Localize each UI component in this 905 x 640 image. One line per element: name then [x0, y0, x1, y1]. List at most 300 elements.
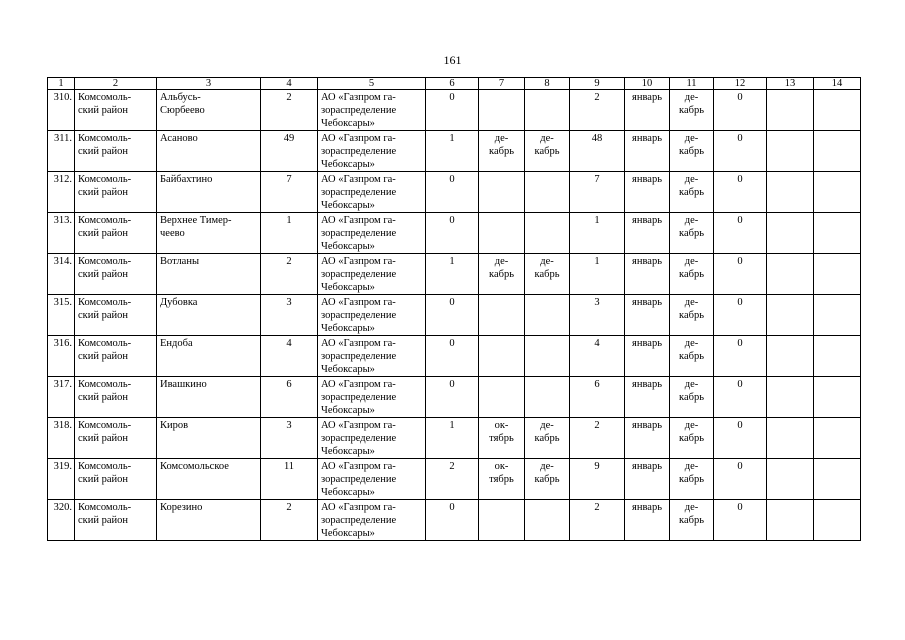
row-number: 317.	[53, 379, 72, 390]
settlement-cell	[157, 213, 261, 254]
table-row	[48, 459, 861, 500]
col6-value: 0	[449, 92, 455, 103]
organization-line: зораспределение	[321, 228, 397, 239]
col7-cell	[479, 295, 525, 336]
table-row	[48, 90, 861, 131]
settlement-cell	[157, 90, 261, 131]
organization-line: зораспределение	[321, 392, 397, 403]
district-cell	[75, 418, 157, 459]
col13-cell	[767, 377, 814, 418]
col11-line: кабрь	[679, 269, 704, 280]
row-number-cell	[48, 418, 75, 459]
col7-cell	[479, 459, 525, 500]
col12-cell	[714, 172, 767, 213]
col8-cell	[525, 500, 570, 541]
organization-cell	[318, 336, 426, 377]
col9-value: 4	[594, 338, 600, 349]
settlement-line: Корезино	[160, 502, 203, 513]
column-header: 13	[767, 78, 814, 90]
district-cell	[75, 90, 157, 131]
col12-cell	[714, 295, 767, 336]
col10-cell	[625, 295, 670, 336]
district-cell	[75, 172, 157, 213]
col9-value: 6	[594, 379, 600, 390]
district-cell	[75, 295, 157, 336]
col10-value: январь	[632, 133, 662, 144]
col11-cell	[670, 459, 714, 500]
count-cell	[261, 131, 318, 172]
column-header: 6	[426, 78, 479, 90]
organization-line: Чебоксары»	[321, 405, 375, 416]
col12-cell	[714, 377, 767, 418]
settlement-line: Верхнее Тимер-	[160, 215, 232, 226]
row-number-cell	[48, 500, 75, 541]
col9-value: 7	[594, 174, 600, 185]
settlement-line: Асаново	[160, 133, 198, 144]
count-cell	[261, 418, 318, 459]
col11-cell	[670, 172, 714, 213]
district-line: Комсомоль-	[78, 379, 132, 390]
count-value: 2	[286, 502, 292, 513]
col13-cell	[767, 90, 814, 131]
col6-value: 0	[449, 297, 455, 308]
district-cell	[75, 131, 157, 172]
col10-value: январь	[632, 256, 662, 267]
settlement-cell	[157, 418, 261, 459]
col6-value: 0	[449, 215, 455, 226]
col14-cell	[814, 295, 861, 336]
data-table	[47, 77, 861, 541]
col6-value: 0	[449, 502, 455, 513]
organization-cell	[318, 172, 426, 213]
organization-line: АО «Газпром га-	[321, 338, 396, 349]
col12-value: 0	[737, 461, 743, 472]
col11-line: де-	[684, 338, 699, 349]
col9-cell	[570, 459, 625, 500]
settlement-cell	[157, 295, 261, 336]
column-header: 10	[625, 78, 670, 90]
col13-cell	[767, 172, 814, 213]
col8-line: кабрь	[534, 433, 560, 444]
col10-value: январь	[632, 338, 662, 349]
col11-line: де-	[684, 502, 699, 513]
count-value: 49	[283, 133, 295, 144]
col7-line: ок-	[494, 461, 509, 472]
col12-value: 0	[737, 133, 743, 144]
organization-line: зораспределение	[321, 187, 397, 198]
col11-cell	[670, 418, 714, 459]
row-number-cell	[48, 90, 75, 131]
col6-value: 0	[449, 338, 455, 349]
district-cell	[75, 377, 157, 418]
col9-value: 9	[594, 461, 600, 472]
organization-line: зораспределение	[321, 351, 397, 362]
row-number-cell	[48, 459, 75, 500]
col10-cell	[625, 336, 670, 377]
organization-cell	[318, 131, 426, 172]
col11-line: де-	[684, 174, 699, 185]
organization-cell	[318, 90, 426, 131]
col12-value: 0	[737, 297, 743, 308]
settlement-cell	[157, 500, 261, 541]
settlement-cell	[157, 336, 261, 377]
col6-value: 1	[449, 420, 455, 431]
col8-cell	[525, 418, 570, 459]
district-line: ский район	[78, 228, 129, 239]
col14-cell	[814, 459, 861, 500]
organization-line: АО «Газпром га-	[321, 297, 396, 308]
col14-cell	[814, 254, 861, 295]
district-line: ский район	[78, 187, 129, 198]
column-header: 9	[570, 78, 625, 90]
col9-cell	[570, 90, 625, 131]
col6-cell	[426, 254, 479, 295]
table-row	[48, 172, 861, 213]
col12-cell	[714, 254, 767, 295]
column-header: 2	[75, 78, 157, 90]
col11-line: де-	[684, 379, 699, 390]
district-line: Комсомоль-	[78, 174, 132, 185]
col7-line: тябрь	[489, 474, 514, 485]
col6-cell	[426, 500, 479, 541]
col13-cell	[767, 459, 814, 500]
count-cell	[261, 213, 318, 254]
district-line: Комсомоль-	[78, 420, 132, 431]
col11-line: де-	[684, 215, 699, 226]
col12-cell	[714, 131, 767, 172]
organization-line: Чебоксары»	[321, 282, 375, 293]
col8-cell	[525, 254, 570, 295]
col6-cell	[426, 336, 479, 377]
col11-line: де-	[684, 133, 699, 144]
settlement-line: Дубовка	[160, 297, 198, 308]
col9-cell	[570, 131, 625, 172]
organization-line: зораспределение	[321, 474, 397, 485]
col11-line: кабрь	[679, 433, 704, 444]
organization-line: АО «Газпром га-	[321, 461, 396, 472]
row-number: 310.	[53, 92, 72, 103]
col11-line: де-	[684, 297, 699, 308]
district-line: Комсомоль-	[78, 256, 132, 267]
col9-cell	[570, 418, 625, 459]
district-line: ский район	[78, 105, 129, 116]
row-number: 314.	[53, 256, 72, 267]
count-value: 3	[286, 420, 292, 431]
col13-cell	[767, 295, 814, 336]
col7-cell	[479, 336, 525, 377]
col7-line: тябрь	[489, 433, 514, 444]
organization-line: зораспределение	[321, 269, 397, 280]
organization-cell	[318, 500, 426, 541]
col8-line: де-	[540, 420, 554, 431]
col7-line: де-	[494, 256, 509, 267]
col8-line: де-	[540, 461, 554, 472]
col12-cell	[714, 336, 767, 377]
col8-line: де-	[540, 256, 554, 267]
settlement-line: Альбусь-	[160, 92, 201, 103]
col9-cell	[570, 213, 625, 254]
col13-cell	[767, 336, 814, 377]
col7-cell	[479, 90, 525, 131]
count-value: 7	[286, 174, 292, 185]
row-number-cell	[48, 295, 75, 336]
col8-cell	[525, 336, 570, 377]
organization-line: АО «Газпром га-	[321, 133, 396, 144]
col8-cell	[525, 213, 570, 254]
col9-value: 3	[594, 297, 600, 308]
col9-cell	[570, 500, 625, 541]
column-header: 8	[525, 78, 570, 90]
col8-cell	[525, 377, 570, 418]
settlement-line: Байбахтино	[160, 174, 213, 185]
organization-cell	[318, 459, 426, 500]
col10-value: январь	[632, 420, 662, 431]
district-line: ский район	[78, 269, 129, 280]
count-cell	[261, 459, 318, 500]
settlement-cell	[157, 459, 261, 500]
col7-cell	[479, 254, 525, 295]
organization-line: АО «Газпром га-	[321, 92, 396, 103]
district-line: ский район	[78, 146, 129, 157]
organization-line: Чебоксары»	[321, 364, 375, 375]
district-line: ский район	[78, 392, 129, 403]
col11-cell	[670, 500, 714, 541]
col11-line: кабрь	[679, 146, 704, 157]
table-row	[48, 377, 861, 418]
col14-cell	[814, 377, 861, 418]
col10-cell	[625, 377, 670, 418]
col8-cell	[525, 459, 570, 500]
col11-line: кабрь	[679, 474, 704, 485]
district-cell	[75, 213, 157, 254]
organization-line: АО «Газпром га-	[321, 379, 396, 390]
col14-cell	[814, 172, 861, 213]
count-cell	[261, 336, 318, 377]
organization-line: АО «Газпром га-	[321, 420, 396, 431]
organization-line: АО «Газпром га-	[321, 502, 396, 513]
column-header: 7	[479, 78, 525, 90]
col8-cell	[525, 295, 570, 336]
col6-cell	[426, 213, 479, 254]
count-value: 11	[283, 461, 295, 472]
column-header: 14	[814, 78, 861, 90]
row-number: 316.	[53, 338, 72, 349]
column-header: 11	[670, 78, 714, 90]
col9-value: 1	[594, 256, 600, 267]
col11-line: кабрь	[679, 187, 704, 198]
settlement-line: Ендоба	[160, 338, 193, 349]
col9-cell	[570, 377, 625, 418]
organization-line: Чебоксары»	[321, 118, 375, 129]
count-cell	[261, 172, 318, 213]
column-header: 1	[48, 78, 75, 90]
col11-line: кабрь	[679, 351, 704, 362]
col11-line: кабрь	[679, 310, 704, 321]
settlement-cell	[157, 254, 261, 295]
header-row	[48, 78, 861, 90]
col11-line: кабрь	[679, 228, 704, 239]
page-number: 161	[443, 53, 462, 67]
col14-cell	[814, 213, 861, 254]
col14-cell	[814, 336, 861, 377]
col7-cell	[479, 131, 525, 172]
row-number-cell	[48, 131, 75, 172]
district-line: ский район	[78, 433, 129, 444]
col7-line: кабрь	[489, 146, 514, 157]
district-line: Комсомоль-	[78, 92, 132, 103]
col13-cell	[767, 254, 814, 295]
col14-cell	[814, 500, 861, 541]
row-number: 319.	[53, 461, 72, 472]
col10-value: январь	[632, 174, 662, 185]
count-value: 2	[286, 256, 292, 267]
col7-line: кабрь	[489, 269, 514, 280]
col9-value: 1	[594, 215, 600, 226]
organization-line: зораспределение	[321, 515, 397, 526]
col11-cell	[670, 131, 714, 172]
organization-line: зораспределение	[321, 146, 397, 157]
table-row	[48, 131, 861, 172]
col7-cell	[479, 213, 525, 254]
col11-cell	[670, 336, 714, 377]
row-number: 318.	[53, 420, 72, 431]
row-number: 320.	[53, 502, 72, 513]
col12-cell	[714, 90, 767, 131]
col12-value: 0	[737, 174, 743, 185]
col9-cell	[570, 336, 625, 377]
col6-cell	[426, 131, 479, 172]
col12-value: 0	[737, 256, 743, 267]
row-number: 312.	[53, 174, 72, 185]
organization-line: АО «Газпром га-	[321, 174, 396, 185]
col10-cell	[625, 418, 670, 459]
col9-cell	[570, 254, 625, 295]
settlement-line: Киров	[160, 420, 189, 431]
settlement-line: Вотланы	[160, 256, 200, 267]
col10-value: январь	[632, 297, 662, 308]
district-cell	[75, 459, 157, 500]
col6-cell	[426, 459, 479, 500]
col7-cell	[479, 377, 525, 418]
column-header: 12	[714, 78, 767, 90]
col14-cell	[814, 131, 861, 172]
organization-line: АО «Газпром га-	[321, 256, 396, 267]
col10-cell	[625, 213, 670, 254]
col11-cell	[670, 213, 714, 254]
col6-cell	[426, 418, 479, 459]
col6-value: 2	[449, 461, 455, 472]
count-cell	[261, 377, 318, 418]
table-row	[48, 254, 861, 295]
col12-cell	[714, 500, 767, 541]
col8-line: де-	[540, 133, 554, 144]
organization-cell	[318, 418, 426, 459]
col12-value: 0	[737, 92, 743, 103]
column-header: 3	[157, 78, 261, 90]
district-line: ский район	[78, 474, 129, 485]
district-line: Комсомоль-	[78, 502, 132, 513]
organization-line: Чебоксары»	[321, 528, 375, 539]
col8-line: кабрь	[534, 269, 560, 280]
district-cell	[75, 336, 157, 377]
col12-value: 0	[737, 420, 743, 431]
col11-cell	[670, 377, 714, 418]
district-cell	[75, 500, 157, 541]
row-number: 313.	[53, 215, 72, 226]
count-value: 3	[286, 297, 292, 308]
col10-value: январь	[632, 379, 662, 390]
organization-cell	[318, 295, 426, 336]
col6-cell	[426, 90, 479, 131]
col9-value: 2	[594, 92, 600, 103]
col9-value: 2	[594, 420, 600, 431]
col12-cell	[714, 459, 767, 500]
row-number-cell	[48, 254, 75, 295]
district-line: ский район	[78, 351, 129, 362]
col12-value: 0	[737, 338, 743, 349]
col10-cell	[625, 459, 670, 500]
district-line: ский район	[78, 515, 129, 526]
organization-cell	[318, 213, 426, 254]
col9-value: 2	[594, 502, 600, 513]
count-value: 1	[286, 215, 292, 226]
col11-line: кабрь	[679, 392, 704, 403]
count-value: 6	[286, 379, 292, 390]
settlement-cell	[157, 377, 261, 418]
col9-cell	[570, 295, 625, 336]
col10-value: январь	[632, 215, 662, 226]
count-cell	[261, 295, 318, 336]
settlement-line: Ивашкино	[160, 379, 207, 390]
organization-line: Чебоксары»	[321, 487, 375, 498]
col8-cell	[525, 172, 570, 213]
district-cell	[75, 254, 157, 295]
count-value: 4	[286, 338, 292, 349]
col12-value: 0	[737, 215, 743, 226]
col7-cell	[479, 500, 525, 541]
organization-line: Чебоксары»	[321, 446, 375, 457]
district-line: Комсомоль-	[78, 461, 132, 472]
settlement-cell	[157, 172, 261, 213]
col6-value: 0	[449, 174, 455, 185]
col12-value: 0	[737, 379, 743, 390]
col9-cell	[570, 172, 625, 213]
col6-cell	[426, 295, 479, 336]
organization-line: Чебоксары»	[321, 200, 375, 211]
col12-cell	[714, 213, 767, 254]
col13-cell	[767, 131, 814, 172]
row-number-cell	[48, 336, 75, 377]
col11-line: де-	[684, 92, 699, 103]
col10-cell	[625, 131, 670, 172]
col11-line: де-	[684, 461, 699, 472]
count-cell	[261, 90, 318, 131]
settlement-line: Комсомольское	[160, 461, 229, 472]
organization-line: Чебоксары»	[321, 241, 375, 252]
table-row	[48, 213, 861, 254]
col11-cell	[670, 90, 714, 131]
col10-value: январь	[632, 461, 662, 472]
col11-cell	[670, 295, 714, 336]
organization-line: зораспределение	[321, 105, 397, 116]
district-line: Комсомоль-	[78, 133, 132, 144]
count-value: 2	[286, 92, 292, 103]
district-line: ский район	[78, 310, 129, 321]
settlement-line: Сюрбеево	[160, 105, 205, 116]
col6-value: 1	[449, 256, 455, 267]
col7-cell	[479, 418, 525, 459]
row-number-cell	[48, 213, 75, 254]
